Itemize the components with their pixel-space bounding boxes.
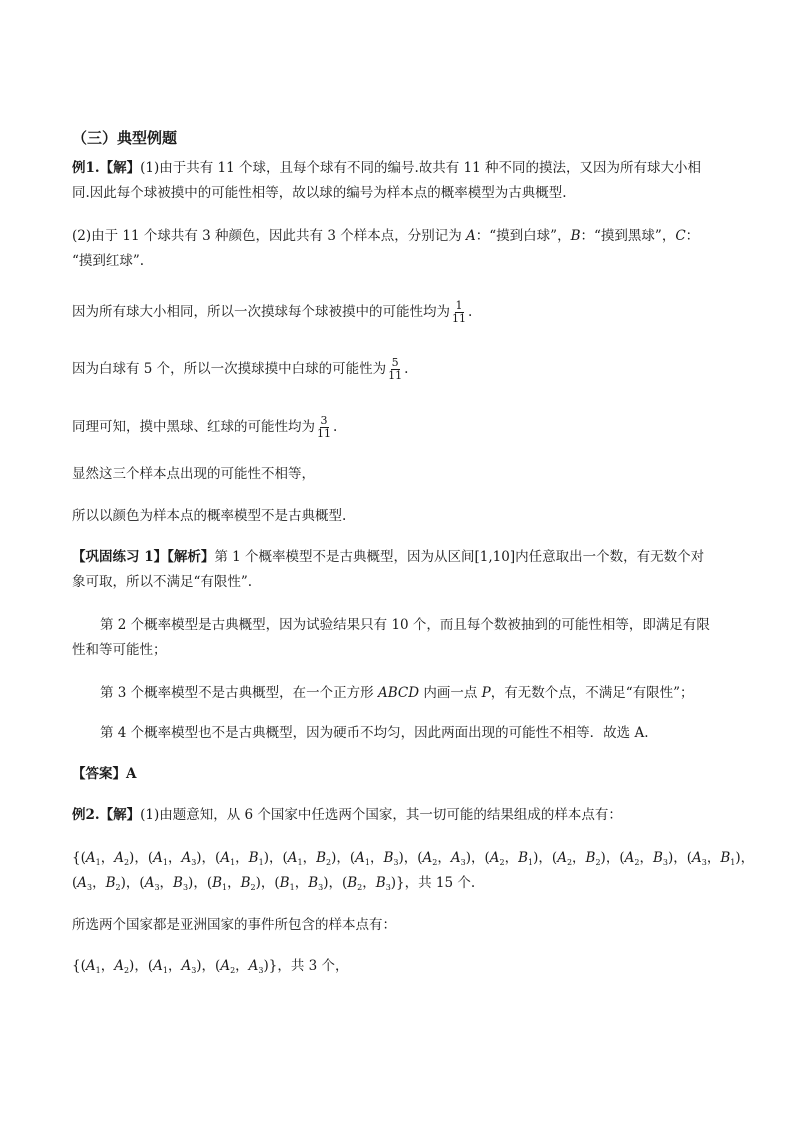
practice-line-2: 象可取，所以不满足“有限性”. [72, 574, 253, 590]
example-1-part2-line-1: (2)由于 11 个球共有 3 种颜色，因此共有 3 个样本点，分别记为 A：“摸到白球”，B：“摸到黑球”，C： [72, 228, 700, 244]
practice-item-3: 第 3 个概率模型不是古典概型，在一个正方形 ABCD 内画一点 P，有无数个点，不满足“有限性”； [100, 685, 694, 701]
example-2-line-1: 例2.【解】(1)由题意知，从 6 个国家中任选两个国家，其一切可能的结果组成的样本点有： [72, 807, 622, 823]
practice-item-4: 第 4 个概率模型也不是古典概型，因为硬币不均匀，因此两面出现的可能性不相等．故选 A. [100, 725, 649, 741]
example-1-conclusion-1: 显然这三个样本点出现的可能性不相等， [72, 466, 315, 482]
example-1-line-2: 同.因此每个球被摸中的可能性相等，故以球的编号为样本点的概率模型为古典概型. [72, 185, 567, 201]
example-2-event-intro: 所选两个国家都是亚洲国家的事件所包含的样本点有： [72, 917, 396, 933]
practice-item-2-line-2: 性和等可能性； [72, 642, 167, 658]
example-1-prob-white: 因为白球有 5 个，所以一次摸球摸中白球的可能性为 $\frac{5}{11}$ . [72, 356, 409, 382]
practice-item-2-line-1: 第 2 个概率模型是古典概型，因为试验结果只有 10 个，而且每个数被抽到的可能性相等，即满足有限 [100, 617, 710, 633]
example-1-label: 例1.【解】 [72, 160, 141, 176]
sample-space-line-1: {($A_1$，$A_2$)，($A_1$，$A_3$)，($A_1$，$B_1$)，($A_1$，$B_2$)，($A_1$，$B_3$)，($A_2$，$A_3$)，($A_2$，$B_1$)，($A_2$，$B_2$)，($A_2$，$B_3$)，($A_3$，$B_1$)， [72, 850, 755, 867]
example-1-prob-each: 因为所有球大小相同，所以一次摸球每个球被摸中的可能性均为 $\frac{1}{11}$ . [72, 299, 473, 325]
section-title: （三）典型例题 [72, 129, 178, 147]
event-sample-points: {($A_1$，$A_2$)，($A_1$，$A_3$)，($A_2$，$A_3$)}，共 3 个， [72, 958, 349, 975]
fraction: $\frac{3}{11}$ [317, 414, 331, 440]
example-1-prob-black-red: 同理可知，摸中黑球、红球的可能性均为 $\frac{3}{11}$ . [72, 414, 338, 440]
example-2-label: 例2.【解】 [72, 807, 141, 823]
example-1-conclusion-2: 所以以颜色为样本点的概率模型不是古典概型. [72, 508, 347, 524]
practice-answer: 【答案】A [72, 766, 137, 782]
fraction: $\frac{5}{11}$ [388, 356, 403, 382]
practice-label: 【巩固练习 1】【解析】 [72, 549, 215, 565]
example-1-line-1: 例1.【解】(1)由于共有 11 个球，且每个球有不同的编号.故共有 11 种不同的摸法，又因为所有球大小相 [72, 160, 702, 176]
sample-space-line-2: ($A_3$，$B_2$)，($A_3$，$B_3$)，($B_1$，$B_2$)，($B_1$，$B_3$)，($B_2$，$B_3$)}，共 15 个. [72, 875, 476, 892]
practice-line-1: 【巩固练习 1】【解析】第 1 个概率模型不是古典概型，因为从区间[1,10]内任意取出一个数，有无数个对 [72, 549, 705, 565]
example-1-part2-line-2: “摸到红球”. [72, 253, 145, 269]
fraction: $\frac{1}{11}$ [452, 299, 466, 325]
